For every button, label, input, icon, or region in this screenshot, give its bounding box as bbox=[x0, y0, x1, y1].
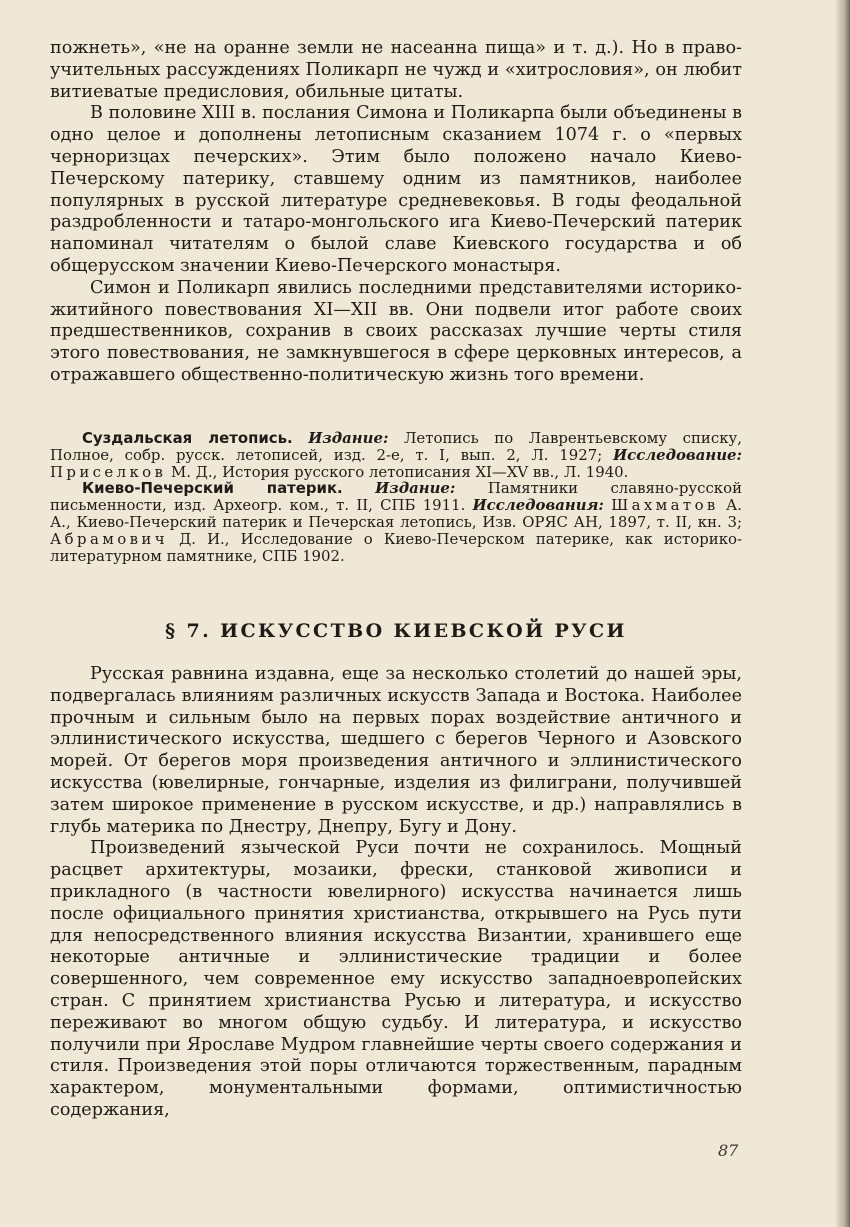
paragraph: В половине XIII в. послания Симона и Поликарпа были объединены в одно целое и дополнены летописным сказанием 1074 г. о «первых черноризцах печерских». Этим было положено начало Киево-Печерскому патерику, ставшему одним из памятников, наиболее популярных в русской литературе средневековья. В годы феодальной раздробленности и татаро-монгольского ига Киево-Печерский патерик напоминал читателям о былой славе Киевского государства и об общерусском значении Киево-Печерского монастыря. bbox=[50, 103, 742, 276]
bibliography-entry bbox=[50, 430, 742, 480]
edition-label: Издание: bbox=[375, 479, 456, 498]
paragraph: пожнеть», «не на оранне земли не насеанна пища» и т. д.). Но в право-учительных рассуждениях Поликарп не чужд и «хитрословия», он любит витиеватые предисловия, обильные цитаты. bbox=[50, 38, 742, 102]
bibliography-title: Суздальская летопись. bbox=[82, 429, 293, 447]
paragraph: Русская равнина издавна, еще за несколько столетий до нашей эры, подвергалась влияниям различных искусств Запада и Востока. Наиболее прочным и сильным было на первых порах воздействие античного и эллинистического искусства, шедшего с берегов Черного и Азовского морей. От берегов моря произведения античного и эллинистического искусства (ювелирные, гончарные, изделия из филиграни, получившей затем широкое применение в русском искусстве, и др.) направлялись в глубь материка по Днестру, Днепру, Бугу и Дону. bbox=[50, 664, 742, 837]
section-heading: § 7. ИСКУССТВО КИЕВСКОЙ РУСИ bbox=[165, 620, 627, 642]
paragraph: Симон и Поликарп явились последними представителями историко-житийного повествования XI—XII вв. Они подвели итог работе своих предшественников, сохранив в своих рассказах лучшие черты стиля этого повествования, не замкнувшегося в сфере церковных интересов, а отражавшего общественно-политическую жизнь того времени. bbox=[50, 277, 742, 385]
paragraph: Произведений языческой Руси почти не сохранилось. Мощный расцвет архитектуры, мозаики, фрески, станковой живописи и прикладного (в частности ювелирного) искусства начинается лишь после официального принятия христианства, открывшего на Русь пути для непосредственного влияния искусства Византии, хранившего еще некоторые античные и эллинистические традиции и более совершенного, чем современное ему искусство западноевропейских стран. С принятием христианства Русью и литература, и искусство переживают во многом общую судьбу. И литература, и искусство получили при Ярославе Мудром главнейшие черты своего содержания и стиля. Произведения этой поры отличаются торжественным, парадным характером, монументальными формами, оптимистичностью содержания, bbox=[50, 838, 742, 1120]
research-text: М. Д., История русского летописания XI—XV вв., Л. 1940. bbox=[171, 462, 629, 481]
research-label: Исследования: bbox=[472, 496, 604, 515]
author-name: Абрамович bbox=[50, 529, 168, 548]
author-name: Приселков bbox=[50, 462, 167, 481]
research-label: Исследование: bbox=[613, 445, 743, 464]
page-gutter-edge bbox=[836, 0, 850, 1227]
edition-text: Памятники славяно-русской письменности, изд. Археогр. ком., т. II, СПБ 1911. bbox=[50, 479, 742, 515]
research-text: Д. И., Исследование о Киево-Печерском патерике, как историко-литературном памятнике, СПБ 1902. bbox=[50, 529, 742, 565]
edition-text: Летопись по Лаврентьевскому списку, Полное, собр. русск. летописей, изд. 2-е, т. I, вып. 2, Л. 1927; bbox=[50, 429, 742, 464]
author-name: Шахматов bbox=[611, 496, 719, 515]
research-text: А. А., Киево-Печерский патерик и Печерская летопись, Изв. ОРЯС АН, 1897, т. II, кн. 3; bbox=[50, 496, 742, 531]
edition-label: Издание: bbox=[308, 429, 389, 447]
bibliography-title: Киево-Печерский патерик. bbox=[82, 479, 343, 498]
section-text-block bbox=[50, 664, 742, 1122]
top-text-block bbox=[50, 38, 742, 387]
page-number: 87 bbox=[718, 1141, 739, 1160]
bibliography bbox=[50, 430, 742, 564]
bibliography-entry bbox=[50, 480, 742, 564]
